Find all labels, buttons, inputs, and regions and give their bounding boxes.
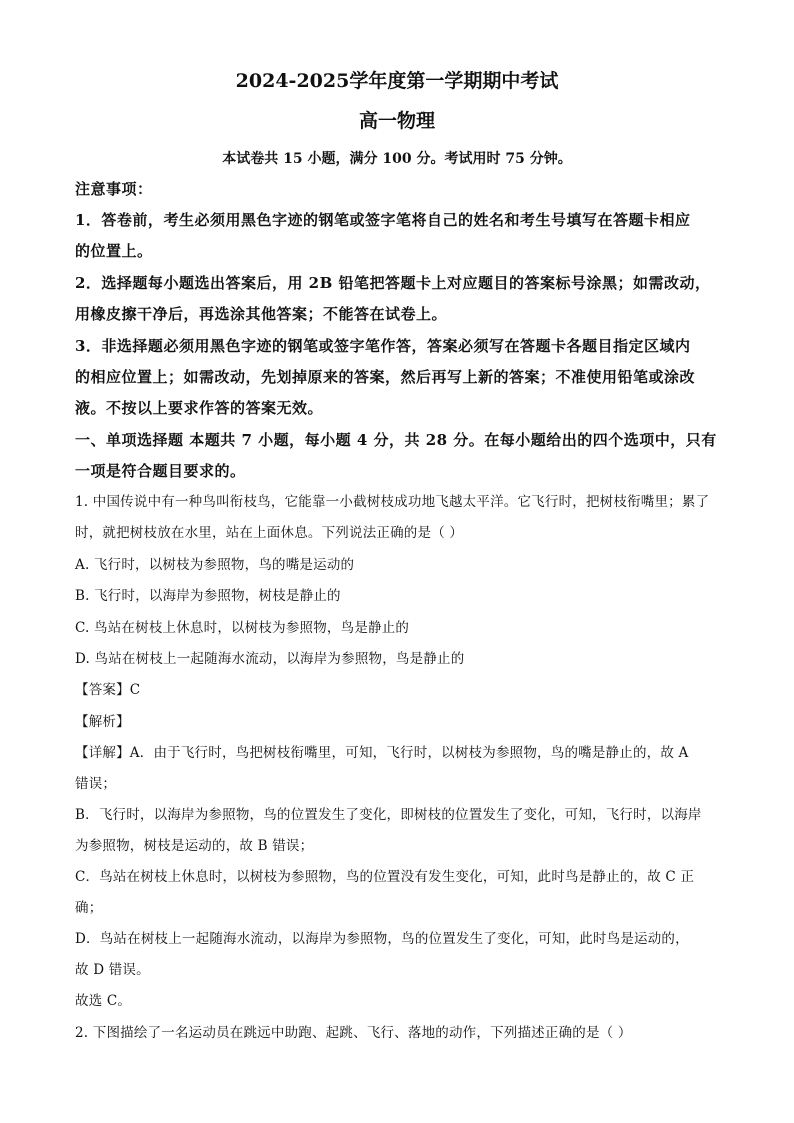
q1-answer: 【答案】C	[75, 682, 141, 698]
notice-item-1-line-1: 1．答卷前，考生必须用黑色字迹的钢笔或签字笔将自己的姓名和考生号填写在答题卡相应	[75, 211, 691, 229]
q1-detail-line-1: 【详解】A．由于飞行时，鸟把树枝衔嘴里，可知，飞行时，以树枝为参照物，鸟的嘴是静止的，故 A	[75, 745, 689, 761]
exam-title: 2024-2025学年度第一学期期中考试	[235, 70, 559, 92]
section-1-heading-line-2: 一项是符合题目要求的。	[75, 462, 246, 480]
exam-info: 本试卷共 15 小题，满分 100 分。考试用时 75 分钟。	[222, 151, 572, 167]
notice-item-2-line-2: 用橡皮擦干净后，再选涂其他答案；不能答在试卷上。	[75, 305, 448, 323]
notice-item-3-line-2: 的相应位置上；如需改动，先划掉原来的答案，然后再写上新的答案；不准使用铅笔或涂改	[75, 368, 696, 386]
q1-detail-line-7: D．鸟站在树枝上一起随海水流动，以海岸为参照物，鸟的位置发生了变化，可知，此时鸟是运动的，	[75, 931, 689, 947]
q1-analysis-label: 【解析】	[75, 714, 130, 730]
q1-detail-line-5: C．鸟站在树枝上休息时，以树枝为参照物，鸟的位置没有发生变化，可知，此时鸟是静止的，故 C 正	[75, 869, 695, 885]
q1-option-b: B. 飞行时，以海岸为参照物，树枝是静止的	[75, 588, 341, 604]
notice-item-1-line-2: 的位置上。	[75, 242, 153, 260]
q1-detail-line-6: 确；	[75, 900, 103, 916]
q1-detail-line-4: 为参照物，树枝是运动的，故 B 错误；	[75, 838, 314, 854]
notice-heading: 注意事项：	[75, 180, 153, 198]
section-1-heading-line-1: 一、单项选择题 本题共 7 小题，每小题 4 分，共 28 分。在每小题给出的四个选项中，只有	[75, 431, 717, 449]
q1-stem-line-2: 时，就把树枝放在水里，站在上面休息。下列说法正确的是（ ）	[75, 525, 464, 541]
q2-stem-line-1: 2. 下图描绘了一名运动员在跳远中助跑、起跳、飞行、落地的动作，下列描述正确的是（ ）	[75, 1025, 632, 1041]
q1-detail-line-2: 错误；	[75, 776, 117, 792]
subject-title: 高一物理	[358, 110, 435, 132]
q1-option-c: C. 鸟站在树枝上休息时，以树枝为参照物，鸟是静止的	[75, 620, 410, 636]
q1-stem-line-1: 1. 中国传说中有一种鸟叫衔枝鸟，它能靠一小截树枝成功地飞越太平洋。它飞行时，把树枝衔嘴里；累了	[75, 494, 710, 510]
q1-option-d: D. 鸟站在树枝上一起随海水流动，以海岸为参照物，鸟是静止的	[75, 651, 465, 667]
notice-item-3-line-1: 3．非选择题必须用黑色字迹的钢笔或签字笔作答，答案必须写在答题卡各题目指定区域内	[75, 337, 691, 355]
q1-detail-line-8: 故 D 错误。	[75, 962, 150, 978]
q1-detail-line-3: B．飞行时，以海岸为参照物，鸟的位置发生了变化，即树枝的位置发生了变化，可知，飞行时，以海岸	[75, 807, 702, 823]
q1-option-a: A. 飞行时，以树枝为参照物，鸟的嘴是运动的	[75, 557, 355, 573]
notice-item-2-line-1: 2．选择题每小题选出答案后，用 2B 铅笔把答题卡上对应题目的答案标号涂黑；如需改动，	[75, 274, 711, 292]
notice-item-3-line-3: 液。不按以上要求作答的答案无效。	[75, 399, 324, 417]
q1-conclusion: 故选 C。	[75, 993, 132, 1009]
